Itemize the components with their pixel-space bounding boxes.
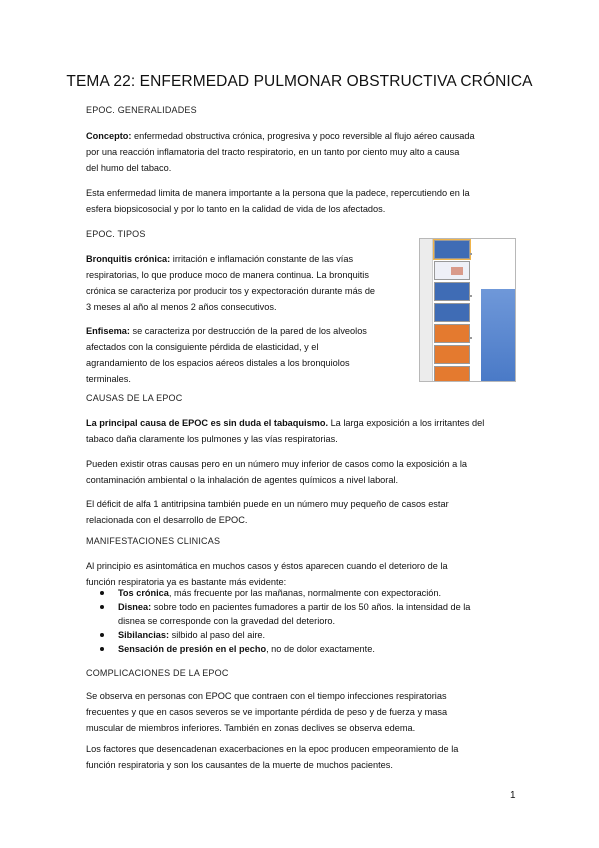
paragraph-exacerbaciones — [86, 741, 518, 773]
paragraph-concepto — [86, 128, 518, 176]
text-line: muscular de miembros inferiores. También en zonas declives se observa edema. — [86, 723, 416, 733]
text-line: relacionada con el desarrollo de EPOC. — [86, 515, 248, 525]
label-enfisema: Enfisema: — [86, 326, 130, 336]
text-line: Al principio es asintomática en muchos casos y éstos aparecen cuando el deterioro de la — [86, 561, 448, 571]
slide-thumb — [434, 282, 470, 301]
paragraph-limita — [86, 185, 518, 217]
slide-preview-panel — [481, 289, 515, 381]
slide-thumb — [434, 366, 470, 382]
slide-thumb — [434, 324, 470, 343]
paragraph-bronquitis — [86, 251, 416, 315]
text-bold: La principal causa de EPOC es sin duda el tabaquismo. — [86, 418, 329, 428]
text-line: agrandamiento de los espacios aéreos distales a los bronquiolos — [86, 358, 350, 368]
presentation-thumbnail-image — [419, 238, 516, 382]
item-text: , más frecuente por las mañanas, normalmente con expectoración. — [168, 588, 442, 598]
text-line: terminales. — [86, 374, 131, 384]
document-title: TEMA 22: ENFERMEDAD PULMONAR OBSTRUCTIVA CRÓNICA — [66, 73, 533, 90]
thumb-marker — [470, 295, 472, 297]
text-line: se caracteriza por destrucción de la pared de los alveolos — [132, 326, 367, 336]
thumb-marker — [470, 253, 472, 255]
section-complicaciones — [86, 665, 518, 681]
item-text: silbido al paso del aire. — [169, 630, 266, 640]
text-line: esfera biopsicosocial y por lo tanto en la calidad de vida de los afectados. — [86, 204, 386, 214]
heading-tipos: EPOC. TIPOS — [86, 229, 146, 239]
text-line: Esta enfermedad limita de manera importante a la persona que la padece, repercutiendo en la — [86, 188, 470, 198]
text-line: función respiratoria y son los causantes de la muerte de muchos pacientes. — [86, 760, 393, 770]
text-line: Los factores que desencadenan exacerbaciones en la epoc producen empeoramiento de la — [86, 744, 459, 754]
bullet-icon — [100, 591, 104, 595]
slide-thumb — [434, 303, 470, 322]
heading-causas: CAUSAS DE LA EPOC — [86, 393, 183, 403]
symptom-list — [86, 586, 518, 656]
item-text: disnea se corresponde con la gravedad del deterioro. — [118, 616, 336, 626]
heading-complicaciones: COMPLICACIONES DE LA EPOC — [86, 668, 229, 678]
slide-thumb — [434, 261, 470, 280]
bullet-icon — [100, 605, 104, 609]
text-line: respiratorias, lo que produce moco de manera continua. La bronquitis — [86, 270, 369, 280]
paragraph-otras-causas — [86, 456, 518, 488]
item-text: , no de dolor exactamente. — [266, 644, 375, 654]
list-item — [86, 586, 518, 600]
section-causas — [86, 390, 518, 406]
list-item — [86, 628, 518, 642]
text-line: La larga exposición a los irritantes del — [328, 418, 485, 428]
item-text: sobre todo en pacientes fumadores a partir de los 50 años. la intensidad de la — [151, 602, 471, 612]
paragraph-alfa1 — [86, 496, 518, 528]
paragraph-complicaciones — [86, 688, 518, 736]
slide-thumb — [434, 345, 470, 364]
text-line: Se observa en personas con EPOC que contraen con el tiempo infecciones respiratorias — [86, 691, 447, 701]
paragraph-causa-principal — [86, 415, 518, 447]
label-concepto: Concepto: — [86, 131, 132, 141]
thumbnail-rail — [420, 239, 433, 381]
heading-generalidades: EPOC. GENERALIDADES — [86, 105, 197, 115]
item-label: Disnea: — [118, 602, 152, 612]
bullet-icon — [100, 633, 104, 637]
text-line: enfermedad obstructiva crónica, progresiva y poco reversible al flujo aéreo causada — [133, 131, 475, 141]
text-line: irritación e inflamación constante de las vías — [172, 254, 354, 264]
paragraph-enfisema — [86, 323, 416, 387]
text-line: por una reacción inflamatoria del tracto respiratorio, en un tanto por ciento muy alto a causa — [86, 147, 460, 157]
section-manifestaciones — [86, 533, 518, 549]
label-bronquitis: Bronquitis crónica: — [86, 254, 171, 264]
text-line: afectados con la consiguiente pérdida de elasticidad, y el — [86, 342, 319, 352]
text-line: contaminación ambiental o la inhalación de agentes químicos a nivel laboral. — [86, 475, 399, 485]
page-number: 1 — [510, 790, 516, 801]
slide-thumb — [434, 240, 470, 259]
text-line: función respiratoria ya es bastante más evidente: — [86, 577, 287, 587]
text-line: crónica se caracteriza por producir tos y expectoración durante más de — [86, 286, 376, 296]
text-line: tabaco daña claramente los pulmones y las vías respiratorias. — [86, 434, 338, 444]
thumb-marker — [470, 337, 472, 339]
list-item — [86, 642, 518, 656]
list-item — [86, 600, 518, 628]
section-generalidades — [86, 102, 518, 118]
item-label: Tos crónica — [118, 588, 169, 598]
heading-manifestaciones: MANIFESTACIONES CLINICAS — [86, 536, 221, 546]
text-line: 3 meses al año al menos 2 años consecutivos. — [86, 302, 277, 312]
text-line: El déficit de alfa 1 antitripsina también puede en un número muy pequeño de casos estar — [86, 499, 449, 509]
bullet-icon — [100, 647, 104, 651]
text-line: frecuentes y que en casos severos se ve importante pérdida de peso y de fuerza y masa — [86, 707, 448, 717]
item-label: Sensación de presión en el pecho — [118, 644, 267, 654]
text-line: del humo del tabaco. — [86, 163, 172, 173]
item-label: Sibilancias: — [118, 630, 170, 640]
text-line: Pueden existir otras causas pero en un número muy inferior de casos como la exposición a la — [86, 459, 467, 469]
